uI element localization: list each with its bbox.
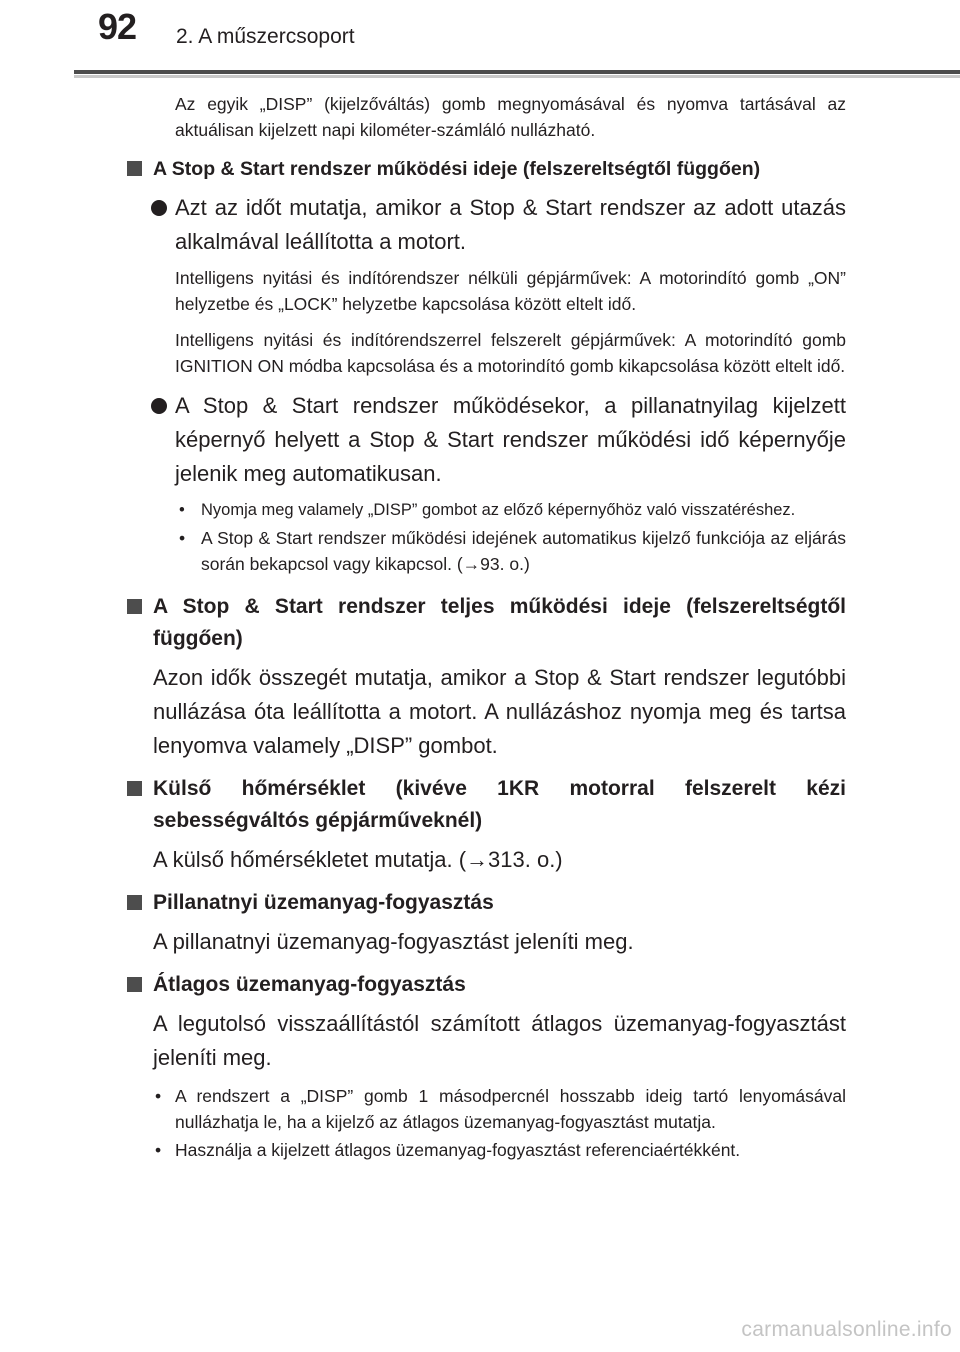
round-bullet-icon	[151, 398, 167, 414]
list-item-text: A Stop & Start rendszer működésekor, a pillanatnyilag kijelzett képernyő helyett a Stop & Start rendszer működési idő képernyője jelenik meg automatikusan.	[175, 393, 846, 486]
note-text: Intelligens nyitási és indítórendszerrel felszerelt gépjárművek: A motorindító gomb IGNITION ON módba kapcsolása és a motorindító gomb kikapcsolása között eltelt idő.	[175, 330, 846, 376]
section-title: Pillanatnyi üzemanyag-fogyasztás	[153, 891, 494, 914]
page-content	[127, 91, 846, 1165]
section-title: A Stop & Start rendszer működési ideje (felszereltségtől függően)	[153, 158, 761, 180]
page-header	[0, 0, 960, 80]
square-bullet-icon	[127, 895, 142, 910]
sub-item	[127, 1083, 846, 1135]
sub-item	[127, 1137, 846, 1163]
small-bullet-icon: •	[155, 1086, 162, 1106]
list-item	[127, 191, 846, 259]
square-bullet-icon	[127, 161, 142, 176]
small-bullet-icon: •	[179, 501, 185, 519]
intro-note: Az egyik „DISP” (kijelzőváltás) gomb megnyomásával és nyomva tartásával az aktuálisan kijelzett napi kilométer-számláló nullázható.	[175, 94, 846, 140]
section-body: Azon idők összegét mutatja, amikor a Stop & Start rendszer legutóbbi nullázása óta leállította a motort. A nullázáshoz nyomja meg és tartsa lenyomva valamely „DISP” gombot.	[153, 665, 846, 758]
section-heading	[127, 153, 846, 185]
sub-item-text: A Stop & Start rendszer működési idejének automatikus kijelző funkciója az eljárás során bekapcsol vagy kikapcsol. (→93. o.)	[201, 528, 846, 574]
section-title: A Stop & Start rendszer teljes működési ideje (felszereltségtől függően)	[153, 595, 846, 650]
square-bullet-icon	[127, 977, 142, 992]
list-item-text: Azt az időt mutatja, amikor a Stop & Start rendszer az adott utazás alkalmával leállította a motort.	[175, 195, 846, 254]
square-bullet-icon	[127, 781, 142, 796]
section-heading	[127, 591, 846, 655]
header-rule-shadow	[74, 75, 960, 78]
sub-item-text: A rendszert a „DISP” gomb 1 másodpercnél hosszabb ideig tartó lenyomásával nullázhatja le, ha a kijelző az átlagos üzemanyag-fogyasztást mutatja.	[175, 1086, 846, 1132]
watermark: carmanualsonline.info	[741, 1318, 952, 1341]
page-number: 92	[98, 6, 137, 47]
section-heading	[127, 887, 846, 919]
section-heading	[127, 773, 846, 837]
round-bullet-icon	[151, 200, 167, 216]
sub-item-text: Használja a kijelzett átlagos üzemanyag-fogyasztást referenciaértékként.	[175, 1140, 741, 1160]
section-body: A pillanatnyi üzemanyag-fogyasztást jeleníti meg.	[153, 929, 634, 954]
note-text: Intelligens nyitási és indítórendszer nélküli gépjárművek: A motorindító gomb „ON” helyzetbe és „LOCK” helyzetbe kapcsolása között eltelt idő.	[175, 268, 846, 314]
square-bullet-icon	[127, 599, 142, 614]
sub-item-text: Nyomja meg valamely „DISP” gombot az előző képernyőhöz való visszatéréshez.	[201, 501, 796, 519]
section-body: A külső hőmérsékletet mutatja. (→313. o.)	[153, 847, 563, 872]
list-item	[127, 389, 846, 491]
small-bullet-icon: •	[155, 1140, 162, 1160]
section-heading	[127, 969, 846, 1001]
sub-item	[127, 497, 846, 523]
section-title: Külső hőmérséklet (kivéve 1KR motorral felszerelt kézi sebességváltós gépjárműveknél)	[153, 777, 846, 832]
chapter-title: 2. A műszercsoport	[176, 25, 355, 48]
header-rule	[74, 70, 960, 74]
small-bullet-icon: •	[179, 528, 186, 548]
section-title: Átlagos üzemanyag-fogyasztás	[153, 973, 466, 996]
sub-item	[127, 525, 846, 577]
section-body: A legutolsó visszaállítástól számított átlagos üzemanyag-fogyasztást jeleníti meg.	[153, 1011, 846, 1070]
